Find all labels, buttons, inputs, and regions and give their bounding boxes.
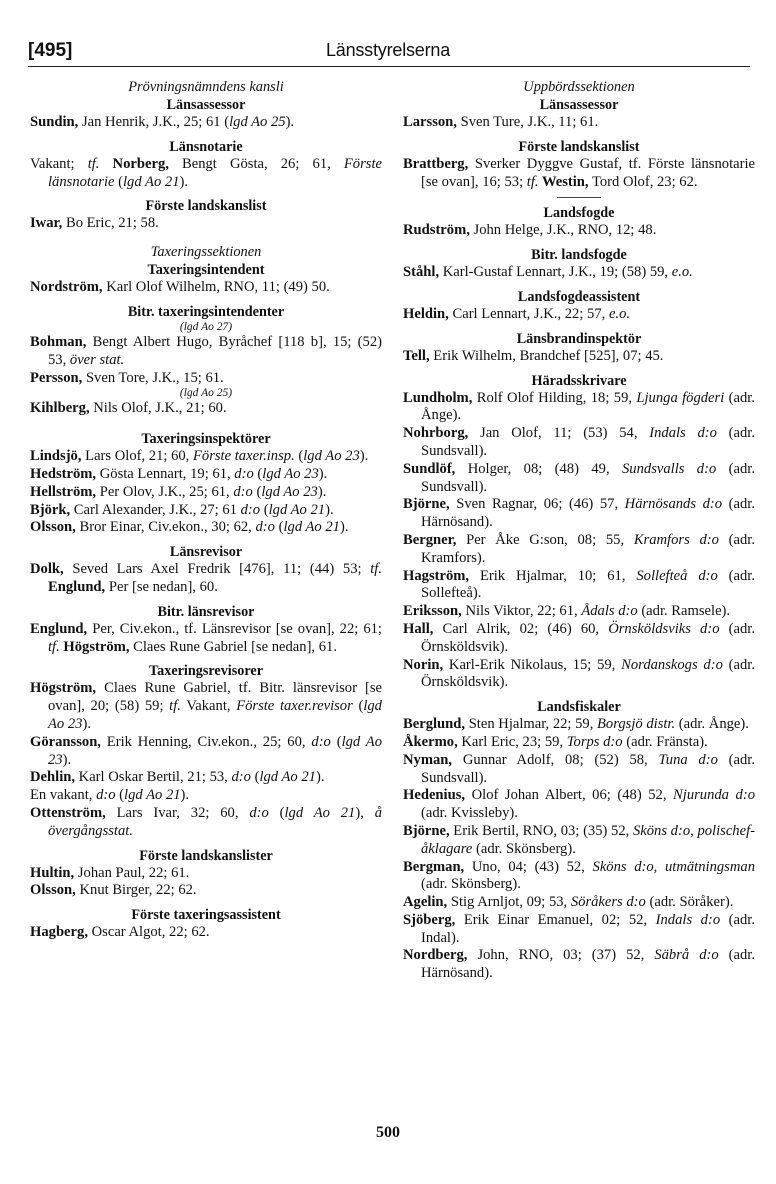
entry-italic: Ådals d:o	[581, 603, 638, 620]
entry-text: Erik Einar Emanuel, 02; 52,	[455, 911, 656, 928]
entry-text: (	[352, 698, 364, 715]
entry-text: (adr. Sollefteå).	[421, 567, 755, 602]
entry	[403, 787, 755, 823]
entry-name: Nordström,	[30, 279, 103, 296]
entry-name: Ottenström,	[30, 804, 106, 821]
entry-name: Dolk,	[30, 561, 64, 578]
entry-text: (adr. Skönsberg).	[472, 840, 576, 857]
entry-text: Vakant,	[180, 698, 237, 715]
role-heading: Taxeringsrevisorer	[148, 663, 263, 680]
entry-name: Nyman,	[403, 751, 453, 768]
entry-text: (	[252, 483, 262, 500]
entry	[30, 215, 382, 233]
entry-name: Larsson,	[403, 114, 457, 130]
entry	[403, 621, 755, 657]
entry-text: (	[330, 733, 342, 750]
entry-italic: lgd Ao 25	[229, 114, 286, 130]
entry-italic: lgd Ao 21	[284, 804, 356, 821]
entry-text: (	[274, 519, 284, 536]
role-heading: Förste landskanslist	[518, 138, 640, 155]
entry-italic: lgd Ao 23	[261, 483, 318, 500]
right-column	[403, 78, 755, 983]
separator	[557, 197, 601, 198]
entry-italic: lgd Ao 21	[259, 769, 316, 786]
entry-name: Hultin,	[30, 864, 75, 881]
role-heading: Häradsskrivare	[531, 372, 627, 389]
entry-name: Hedström,	[30, 465, 97, 482]
entry-name: Högström,	[30, 680, 97, 697]
entry	[403, 823, 755, 859]
entry-italic: Sköns d:o, polischef-åklagare	[421, 822, 755, 857]
entry-italic: över stat.	[69, 351, 125, 368]
entry-name: Kihlberg,	[30, 400, 90, 417]
entry	[403, 425, 755, 461]
role-heading: Landsfogdeassistent	[517, 288, 641, 305]
role-heading: Taxeringsintendent	[147, 262, 265, 279]
entry	[30, 924, 382, 942]
entry-text: Uno, 04; (43) 52,	[464, 858, 593, 875]
entry-italic: d:o	[231, 769, 251, 786]
entry	[403, 532, 755, 568]
entry-text: ).	[339, 519, 349, 536]
entry-italic: Säbrå d:o	[654, 947, 719, 964]
entry-text: Claes Rune Gabriel, tf. Bitr. länsrevisor [se ovan], 20; (58) 59;	[48, 680, 382, 715]
entry-italic: Indals d:o	[649, 425, 717, 442]
left-column	[30, 78, 382, 942]
entry	[30, 805, 382, 841]
entry-text: Sverker Dyggve Gustaf, tf. Förste länsnotarie [se ovan], 16; 53;	[421, 155, 755, 190]
entry-name: Dehlin,	[30, 769, 76, 786]
entry	[30, 787, 382, 805]
entry	[403, 716, 755, 734]
entry	[30, 621, 382, 657]
entry-text: Oscar Algot, 22; 62.	[87, 924, 210, 941]
entry-name: Sundin,	[30, 114, 79, 130]
entry-text: (adr. Söråker).	[645, 894, 734, 911]
entry-text: Nils Olof, J.K., 21; 60.	[89, 400, 227, 417]
entry-text: ).	[180, 787, 190, 804]
entry-italic: d:o	[234, 465, 254, 482]
entry-text: John Helge, J.K., RNO, 12; 48.	[469, 222, 657, 239]
entry-text: Gösta Lennart, 19; 61,	[96, 465, 235, 482]
role-heading: Länsbrandinspektör	[516, 330, 642, 347]
entry-italic: tf.	[87, 155, 100, 172]
entry-italic: Ljunga fögderi	[636, 389, 725, 406]
entry-text: Bror Einar, Civ.ekon., 30; 62,	[75, 519, 256, 536]
entry-text: ).	[82, 715, 91, 732]
entry-text: (	[253, 465, 263, 482]
entry-italic: Torps d:o	[566, 733, 623, 750]
entry-italic: tf.	[370, 561, 382, 578]
entry	[30, 502, 382, 520]
entry-italic: Njurunda d:o	[673, 787, 755, 804]
page-header	[28, 40, 748, 64]
entry-italic: Söråkers d:o	[570, 894, 646, 911]
entry-text: (adr. Örnsköldsvik).	[421, 620, 755, 655]
entry	[403, 461, 755, 497]
entry	[30, 865, 382, 883]
role-heading: Taxeringsinspektörer	[141, 431, 271, 448]
entry-name: Ståhl,	[403, 264, 440, 281]
entry-text: (adr. Ånge).	[421, 389, 755, 424]
entry-italic: Förste taxer.insp.	[192, 448, 295, 465]
entry-text: (adr. Skönsberg).	[421, 876, 521, 893]
header-rule	[28, 66, 750, 67]
role-heading: Landsfogde	[543, 205, 615, 222]
entry-text: Karl-Gustaf Lennart, J.K., 19; (58) 59,	[439, 264, 672, 281]
entry-text: Per Åke G:son, 08; 55,	[456, 531, 634, 548]
page-number: 500	[376, 1124, 400, 1141]
entry-text: Seved Lars Axel Fredrik [476], 11; (44) 53;	[63, 561, 371, 578]
entry	[403, 734, 755, 752]
entry-name: Hagberg,	[30, 924, 88, 941]
entry-text: Karl Oskar Bertil, 21; 53,	[75, 769, 232, 786]
entry-text: Vakant;	[30, 155, 88, 172]
entry-text: Per [se nedan], 60.	[105, 578, 218, 595]
entry	[30, 334, 382, 370]
entry-name: Tell,	[403, 347, 430, 364]
entry-text: Carl Alrik, 02; (46) 60,	[433, 620, 609, 637]
entry-name: Heldin,	[403, 305, 449, 322]
running-title: Länsstyrelserna	[325, 40, 451, 60]
entry-text: (adr. Sundsvall).	[421, 751, 755, 786]
section-title: Uppbördssektionen	[523, 79, 635, 95]
entry-text: (adr. Sundsvall).	[421, 460, 755, 495]
entry-italic: d:o	[233, 483, 253, 500]
subnote: (lgd Ao 25)	[179, 387, 233, 400]
entry-text: Nils Viktor, 22; 61,	[461, 603, 582, 620]
entry-text: ).	[285, 114, 295, 130]
entry-italic: Förste taxer.revisor	[236, 698, 353, 715]
entry	[30, 466, 382, 484]
role-heading: Förste taxeringsassistent	[131, 907, 281, 924]
entry-name: Hedenius,	[403, 787, 466, 804]
section-title: Prövningsnämndens kansli	[128, 79, 284, 95]
entry	[403, 859, 755, 895]
entry-text: Bengt Gösta, 26; 61,	[168, 155, 344, 172]
entry-name: Hagström,	[403, 567, 470, 584]
entry	[403, 348, 755, 366]
entry-italic: lgd Ao 21	[124, 787, 181, 804]
entry	[403, 222, 755, 240]
entry	[30, 400, 382, 418]
entry-text: Stig Arnljot, 09; 53,	[447, 894, 571, 911]
entry	[30, 484, 382, 502]
entry-text: Bengt Albert Hugo, Byråchef [118 b], 15; (52) 53,	[48, 333, 382, 368]
entry-name: Sundlöf,	[403, 460, 456, 477]
entry-italic: d:o	[240, 501, 261, 518]
entry-text: ).	[318, 465, 328, 482]
role-heading: Länsrevisor	[169, 544, 243, 561]
entry-text: ).	[359, 448, 369, 465]
entry-name: Agelin,	[403, 894, 448, 911]
entry-text: (	[115, 787, 125, 804]
entry-text: ).	[317, 483, 327, 500]
entry-italic: e.o.	[608, 305, 631, 322]
section-title: Taxeringssektionen	[150, 244, 262, 261]
role-heading: Länsassessor	[539, 97, 619, 113]
entry-name: Iwar,	[30, 215, 63, 232]
entry-text: ).	[325, 501, 334, 518]
entry-text: (adr. Härnösand).	[421, 496, 755, 531]
entry-text: Jan Olof, 11; (53) 54,	[468, 425, 650, 442]
entry-text: Sven Ragnar, 06; (46) 57,	[449, 496, 625, 513]
entry-text: Bo Eric, 21; 58.	[62, 215, 159, 232]
role-heading: Landsfiskaler	[537, 699, 621, 716]
entry-text: Lars Ivar, 32; 60,	[105, 804, 250, 821]
entry-text: (adr. Ånge).	[675, 716, 749, 733]
entry	[403, 390, 755, 426]
entry-text: ).	[62, 751, 72, 768]
entry-italic: lgd Ao 21	[283, 519, 340, 536]
entry-text: Carl Alexander, J.K., 27; 61	[70, 501, 241, 518]
role-heading: Länsassessor	[166, 97, 246, 113]
entry-name: Björne,	[403, 496, 450, 513]
entry-name: Lundholm,	[403, 389, 473, 406]
entry	[30, 448, 382, 466]
entry-name: Björk,	[30, 501, 71, 518]
entry	[30, 882, 382, 900]
entry	[403, 752, 755, 788]
entry-italic: Sundsvalls d:o	[622, 460, 717, 477]
entry-italic: d:o	[96, 787, 116, 804]
subnote: (lgd Ao 27)	[179, 320, 233, 333]
entry-italic: tf.	[526, 173, 539, 190]
entry-name: Björne,	[403, 822, 450, 839]
entry-text: (adr. Fränsta).	[622, 733, 708, 750]
entry-italic: Sköns d:o, utmätningsman	[592, 858, 755, 875]
entry-name: Högström,	[59, 638, 130, 655]
entry-name: Brattberg,	[403, 155, 469, 172]
entry-italic: å övergångsstat.	[48, 804, 382, 839]
role-heading: Förste landskanslist	[145, 198, 267, 215]
entry-italic: Nordanskogs d:o	[621, 656, 723, 673]
entry-text: Lars Olof, 21; 60,	[81, 448, 193, 465]
role-heading: Bitr. taxeringsintendenter	[127, 303, 285, 320]
entry	[30, 370, 382, 388]
entry-text: Per Olov, J.K., 25; 61,	[96, 483, 234, 500]
entry-name: Eriksson,	[403, 603, 462, 620]
entry-text: John, RNO, 03; (37) 52,	[467, 947, 655, 964]
entry-text: (adr. Sundsvall).	[421, 425, 755, 459]
entry-text: Johan Paul, 22; 61.	[74, 864, 190, 881]
entry-name: Rudström,	[403, 222, 470, 239]
entry	[30, 114, 382, 132]
entry-italic: lgd Ao 23	[262, 465, 319, 482]
entry-name: Bergner,	[403, 531, 457, 548]
role-heading: Förste landskanslister	[139, 847, 273, 864]
entry-text: Gunnar Adolf, 08; (52) 58,	[452, 751, 659, 768]
entry-italic: tf.	[169, 698, 181, 715]
entry-italic: tf.	[48, 638, 60, 655]
entry	[30, 156, 382, 192]
entry-italic: lgd Ao 21	[123, 173, 180, 190]
entry	[30, 769, 382, 787]
entry	[403, 947, 755, 983]
entry-italic: lgd Ao 23	[48, 733, 382, 768]
entry-text: Jan Henrik, J.K., 25; 61 (	[78, 114, 230, 130]
entry-name: Göransson,	[30, 733, 101, 750]
entry-name: Westin,	[538, 173, 589, 190]
entry-italic: d:o	[249, 804, 269, 821]
entry-text: (	[114, 173, 123, 190]
role-heading: Bitr. landsfogde	[531, 247, 627, 264]
role-heading: Bitr. länsrevisor	[157, 603, 255, 620]
entry-text: Olof Johan Albert, 06; (48) 52,	[465, 787, 674, 804]
entry-text: (	[268, 804, 285, 821]
entry-name: Lindsjö,	[30, 448, 82, 465]
entry-name: Hall,	[403, 620, 434, 637]
entry-italic: lgd Ao 23	[48, 698, 382, 732]
entry-text: Karl-Erik Nikolaus, 15; 59,	[443, 656, 622, 673]
entry-name: Nohrborg,	[403, 425, 469, 442]
entry-name: Bergman,	[403, 858, 465, 875]
entry	[30, 734, 382, 770]
entry-text: ),	[355, 804, 375, 821]
entry	[403, 114, 755, 132]
entry-text: Erik Hjalmar, 10; 61,	[469, 567, 637, 584]
entry-italic: lgd Ao 21	[268, 501, 326, 518]
entry-text: Knut Birger, 22; 62.	[75, 882, 197, 899]
entry-name: Persson,	[30, 369, 83, 386]
entry-italic: Sollefteå d:o	[636, 567, 718, 584]
entry	[30, 279, 382, 297]
entry	[403, 657, 755, 693]
entry-text: Erik Wilhelm, Brandchef [525], 07; 45.	[429, 347, 664, 364]
entry-name: Englund,	[30, 620, 88, 637]
entry	[403, 912, 755, 948]
entry-name: Åkermo,	[403, 733, 458, 750]
entry-name: Sjöberg,	[403, 911, 456, 928]
entry-italic: e.o.	[671, 264, 693, 281]
entry-text: Sven Ture, J.K., 11; 61.	[456, 114, 599, 130]
entry-italic: d:o	[255, 519, 275, 536]
entry-name: Norin,	[403, 656, 444, 673]
entry-italic: Kramfors d:o	[633, 531, 719, 548]
entry	[403, 894, 755, 912]
entry-text: Holger, 08; (48) 49,	[455, 460, 622, 477]
entry-italic: Förste länsnotarie	[48, 155, 382, 190]
entry	[30, 561, 382, 597]
role-heading: Länsnotarie	[169, 138, 243, 155]
entry-name: Bohman,	[30, 333, 87, 350]
entry-italic: d:o	[311, 733, 331, 750]
entry-name: Olsson,	[30, 519, 76, 536]
entry-name: Norberg,	[99, 155, 169, 172]
entry-name: Olsson,	[30, 882, 76, 899]
entry	[30, 519, 382, 537]
entry	[403, 568, 755, 604]
entry-text: Claes Rune Gabriel [se nedan], 61.	[129, 638, 337, 655]
entry-italic: Borgsjö distr.	[597, 716, 676, 733]
entry-name: Englund,	[48, 578, 106, 595]
entry-italic: Örnsköldsviks d:o	[608, 620, 720, 637]
entry-text: Carl Lennart, J.K., 22; 57,	[448, 305, 609, 322]
entry	[403, 603, 755, 621]
entry-text: En vakant,	[30, 787, 97, 804]
entry	[403, 156, 755, 192]
entry-text: Karl Eric, 23; 59,	[457, 733, 567, 750]
entry-italic: Tuna d:o	[658, 751, 718, 768]
entry-name: Hellström,	[30, 483, 97, 500]
entry-text: (adr. Indal).	[421, 911, 755, 946]
entry	[403, 264, 755, 282]
entry-text: Per, Civ.ekon., tf. Länsrevisor [se ovan], 22; 61;	[87, 620, 382, 637]
entry-text: Erik Bertil, RNO, 03; (35) 52,	[449, 822, 633, 839]
entry-name: Berglund,	[403, 716, 466, 733]
page-reference: [495]	[28, 40, 73, 61]
entry-text: (adr. Härnösand).	[421, 947, 755, 982]
entry-text: ).	[315, 769, 325, 786]
entry-text: Tord Olof, 23; 62.	[588, 173, 698, 190]
entry	[403, 496, 755, 532]
entry-text: (	[294, 448, 304, 465]
entry-text: (adr. Ramsele).	[637, 603, 731, 620]
entry-text: Sven Tore, J.K., 15; 61.	[82, 369, 224, 386]
entry-text: (adr. Kvissleby).	[421, 805, 518, 822]
entry-italic: Härnösands d:o	[624, 496, 723, 513]
entry-text: ).	[179, 173, 189, 190]
entry-italic: lgd Ao 23	[303, 448, 360, 465]
entry-text: Erik Henning, Civ.ekon., 25; 60,	[100, 733, 312, 750]
entry	[403, 306, 755, 324]
entry-text: Karl Olof Wilhelm, RNO, 11; (49) 50.	[102, 279, 330, 296]
entry-text: (adr. Örnsköldsvik).	[421, 656, 755, 691]
entry-text: (	[250, 769, 260, 786]
entry-text: Rolf Olof Hilding, 18; 59,	[472, 389, 637, 406]
entry-text: (adr. Kramfors).	[421, 531, 755, 566]
entry-text: (	[260, 501, 269, 518]
entry	[30, 680, 382, 733]
entry-name: Nordberg,	[403, 947, 468, 964]
entry-text: Sten Hjalmar, 22; 59,	[465, 716, 598, 733]
entry-italic: Indals d:o	[655, 911, 721, 928]
